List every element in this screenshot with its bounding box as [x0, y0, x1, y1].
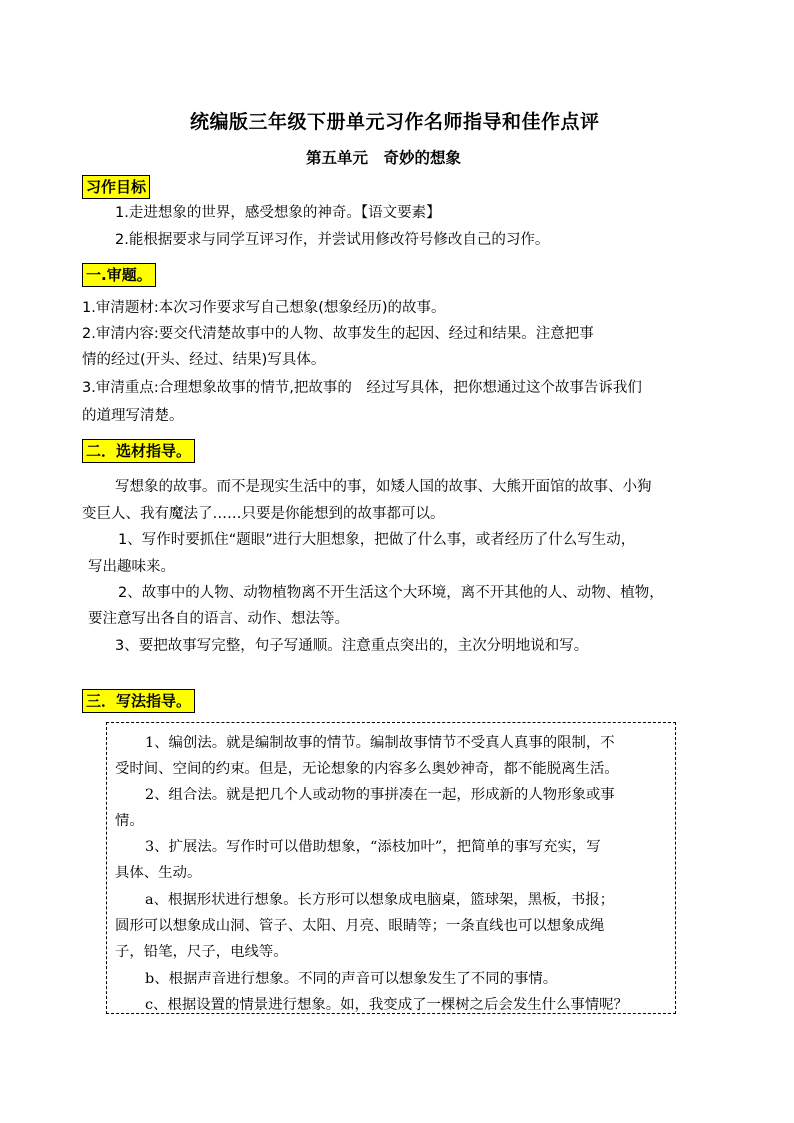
- paragraph-line: 1、写作时要抓住“题眼”进行大胆想象，把做了什么事，或者经历了什么写生动，: [118, 532, 636, 548]
- paragraph-line: 情的经过(开头、经过、结果)写具体。: [82, 352, 326, 368]
- tip-line: 子，铅笔，尺子，电线等。: [115, 944, 288, 960]
- page-subtitle: 第五单元 奇妙的想象: [306, 149, 462, 167]
- paragraph-line: 的道理写清楚。: [82, 408, 184, 424]
- paragraph-line: 3.审清重点:合理想象故事的情节,把故事的 经过写具体，把你想通过这个故事告诉我们: [82, 380, 642, 396]
- tip-line: 具体、生动。: [115, 865, 202, 881]
- goal-item: 1.走进想象的世界，感受想象的神奇。【语文要素】: [115, 205, 441, 221]
- paragraph-line: 1.审清题材:本次习作要求写自己想象(想象经历)的故事。: [82, 300, 446, 316]
- paragraph-line: 2.审清内容:要交代清楚故事中的人物、故事发生的起因、经过和结果。注意把事: [82, 326, 594, 342]
- goal-item: 2.能根据要求与同学互评习作，并尝试用修改符号修改自己的习作。: [115, 232, 550, 248]
- paragraph-line: 3、要把故事写完整，句子写通顺。注意重点突出的，主次分明地说和写。: [115, 638, 589, 654]
- section-tag-goals: 习作目标: [82, 175, 150, 199]
- tip-line: 圆形可以想象成山洞、管子、太阳、月亮、眼睛等；一条直线也可以想象成绳: [115, 918, 605, 934]
- tip-line: 情。: [115, 813, 144, 829]
- tip-line: 3、扩展法。写作时可以借助想象，“添枝加叶”，把简单的事写充实，写: [145, 839, 601, 855]
- tip-line: 受时间、空间的约束。但是，无论想象的内容多么奥妙神奇，都不能脱离生活。: [115, 761, 619, 777]
- paragraph-line: 2、故事中的人物、动物植物离不开生活这个大环境，离不开其他的人、动物、植物，: [118, 585, 664, 601]
- section-tag-material: 二．选材指导。: [82, 439, 195, 463]
- tip-line: 2、组合法。就是把几个人或动物的事拼凑在一起，形成新的人物形象或事: [145, 787, 615, 803]
- paragraph-line: 变巨人、我有魔法了……只要是你能想到的故事都可以。: [82, 506, 445, 522]
- tip-line: b、根据声音进行想象。不同的声音可以想象发生了不同的事情。: [145, 971, 558, 987]
- section-tag-method: 三．写法指导。: [82, 689, 195, 713]
- tip-line: 1、编创法。就是编制故事的情节。编制故事情节不受真人真事的限制，不: [145, 735, 615, 751]
- paragraph-line: 要注意写出各自的语言、动作、想法等。: [88, 611, 349, 627]
- tip-line: a、根据形状进行想象。长方形可以想象成电脑桌，篮球架，黑板，书报；: [145, 892, 615, 908]
- page-title: 统编版三年级下册单元习作名师指导和佳作点评: [190, 111, 600, 133]
- section-tag-review: 一.审题。: [82, 263, 156, 287]
- tip-line: c、根据设置的情景进行想象。如，我变成了一棵树之后会发生什么事情呢？: [145, 997, 628, 1013]
- paragraph-line: 写想象的故事。而不是现实生活中的事，如矮人国的故事、大熊开面馆的故事、小狗: [115, 479, 652, 495]
- paragraph-line: 写出趣味来。: [88, 559, 175, 575]
